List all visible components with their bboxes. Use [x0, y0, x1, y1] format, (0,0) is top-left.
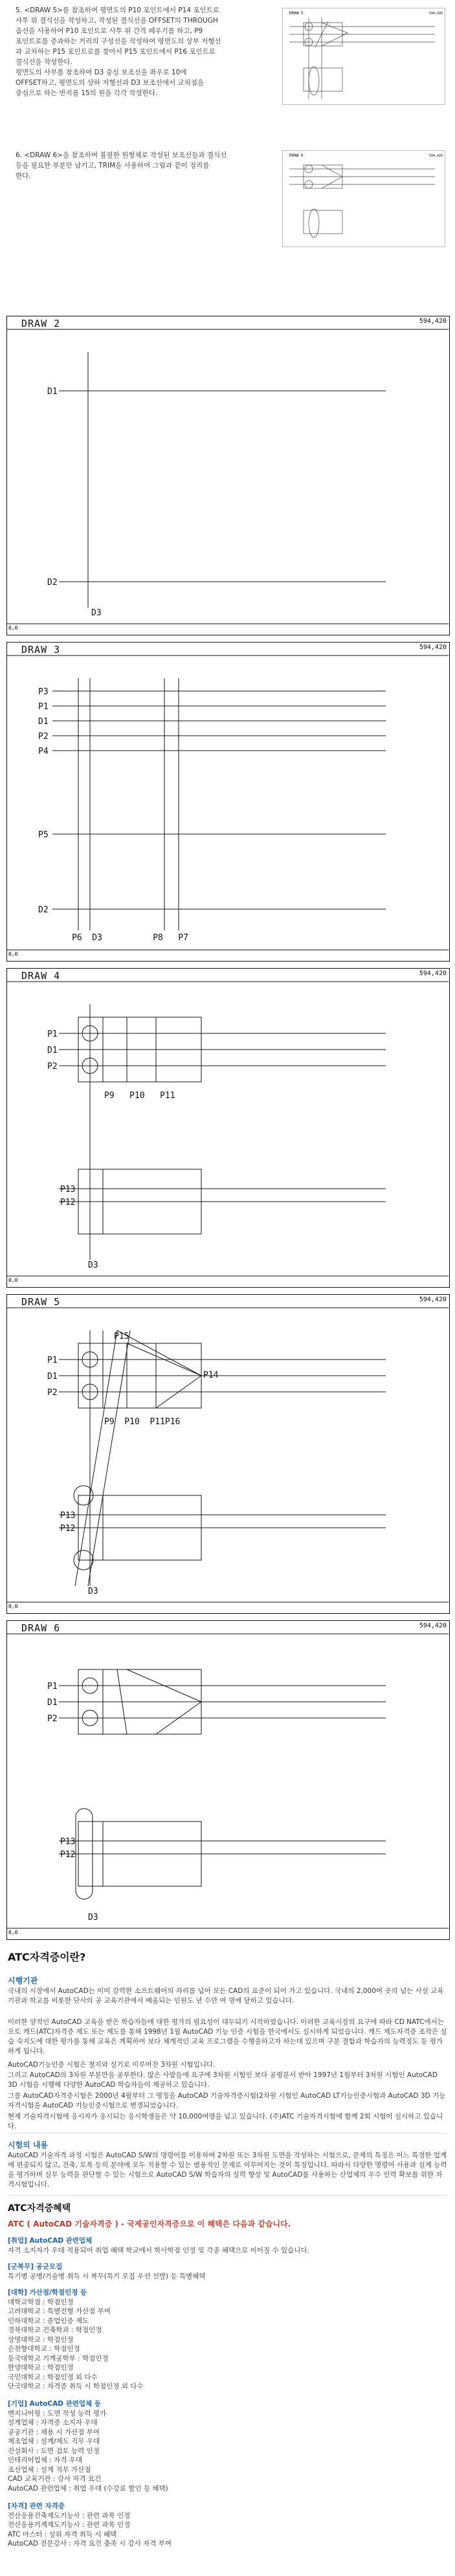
- group-item: AutoCAD 관련업체 : 취업 우대 (수강료 할인 등 혜택): [8, 2484, 168, 2493]
- thumbnail-title: DRAW 6: [289, 153, 304, 158]
- step-6: [16, 150, 274, 181]
- paragraph: 국내의 시장에서 AutoCAD는 이미 강력한 소프트웨어의 자리를 넘어 모든 CAD의 표준이 되어 가고 있습니다. 국내의 2,000여 곳의 넘는 사설 교육기관과 학교를 비롯한 단사의 공 교육기관에서 배움되는 인원도 년 수만 여 명에 달하고 있습니다.: [8, 1987, 444, 2005]
- group-item: 단국대학교 : 자격증 취득 시 학점인정 외 다수: [8, 2383, 144, 2390]
- thumbnail-size: 594,420: [429, 154, 443, 158]
- group-heading: [자격] 관련 자격증: [8, 2502, 65, 2510]
- paragraph: 이러한 양적인 AutoCAD 교육을 받은 학습자들에 대한 평가의 필요성이 대두되기 시작하였습니다. 이러한 교육시장의 요구에 따라 CD NATC에서는 오토 캐드(ATC)자격증 제도 또는 제도를 통해 1998년 1월 AutoCAD 기능 인증 시험을 한국에서도 실시하게 되었습니다. 캐드 제도자격증 조작은 실습 숙지도에 대한 평가를 통해 교육은 계획하여 보다 체계적인 교육 프로그램을 수행을하고자 하는데 있으며 구분 결합과 학습자의 능력정도 등 평가하게 됩니다.: [8, 2018, 447, 2055]
- label-d3: D3: [88, 1260, 98, 1270]
- thumbnail-draw-6: [282, 150, 445, 247]
- panel-size: 594,420: [419, 1622, 447, 1629]
- group-item: 전산응용건축제도기능사 : 관련 과목 인정: [8, 2511, 131, 2520]
- benefit-group-military: [8, 2262, 448, 2281]
- group-item: 자격 소지자가 우대 적용되어 취업 혜택 학교에서 학사학점 인정 및 각종 혜택으로 이어질 수 있습니다.: [8, 2246, 309, 2254]
- draw-5-panel: [6, 1294, 450, 1614]
- origin-label: 0,0: [8, 1277, 18, 1283]
- label-d3: D3: [91, 608, 102, 618]
- group-item: 순천향대학교 : 학점인정: [8, 2345, 80, 2353]
- panel-title: DRAW 5: [21, 1296, 61, 1308]
- group-item: 국민대학교 : 학점인정 외 다수: [8, 2373, 98, 2381]
- step-5-line: 평면도의 사부를 참조하여 D3 중심 보조선을 좌우로 10에: [16, 69, 187, 76]
- benefit-group-certifications: [8, 2502, 448, 2549]
- label-bottom-row: P6 D3 P8 P7: [72, 933, 189, 943]
- paragraph: 그리고 AutoCAD의 3차원 부분만을 공부한다. 많은 사람들에 요구에 3차원 시험인 보다 공평분서 받아 1997년 1월부터 3차원 시험인 AutoCAD 3D 시험을 시행해 다양한 AutoCAD 학습자들이 제공하고 있습니다.: [8, 2071, 438, 2089]
- origin-label: 0,0: [8, 625, 18, 631]
- label-p13: P13: [60, 1185, 76, 1194]
- group-item: 전산응용기계제도기능사 : 관련 과목 인정: [8, 2521, 131, 2529]
- group-item: 건설회사 : 도면 검토 능력 인정: [8, 2447, 100, 2455]
- section-heading-agency: 시행기관: [8, 1976, 38, 1985]
- panel-title: DRAW 6: [21, 1622, 61, 1634]
- draw-5-figure: [7, 1295, 449, 1612]
- benefit-group-companies: [8, 2399, 448, 2493]
- group-heading: [취업] AutoCAD 관련업체: [8, 2237, 93, 2245]
- group-item: 동국대학교 기계공학부 : 학점인정: [8, 2354, 109, 2362]
- section-heading-content: 시험의 내용: [8, 2141, 49, 2150]
- draw-4-panel: [6, 968, 450, 1288]
- step-5-line: 사투 위 결식선을 작성하고, 작성된 결식선을 OFFSET의 THROUGH: [16, 17, 218, 25]
- thumbnail-size: 594,420: [429, 12, 443, 16]
- group-heading: [대학] 가산점/학점인정 등: [8, 2289, 87, 2296]
- panel-size: 594,420: [419, 970, 447, 977]
- label-p1: P1: [47, 1682, 58, 1691]
- label-d2: D2: [38, 905, 49, 915]
- draw-3-figure: [7, 643, 449, 960]
- benefit-group-jobs: [8, 2236, 448, 2255]
- label-p12: P12: [60, 1198, 76, 1207]
- label-p2: P2: [38, 732, 49, 742]
- draw-3-panel: [6, 642, 450, 962]
- divider: [8, 2195, 448, 2196]
- group-item: 인테리어업체 : 자격 우대: [8, 2456, 82, 2464]
- label-p9-p10-p11-p16: P9 P10 P11P16: [104, 1417, 181, 1427]
- thumbnail-title: DRAW 5: [289, 11, 304, 16]
- paragraph: AutoCAD기능인증 시험은 철지와 실기로 이루어진 3차원 시험입니다.: [8, 2061, 216, 2069]
- label-d1: D1: [47, 1046, 58, 1055]
- origin-label: 0,0: [8, 951, 18, 957]
- label-p2: P2: [47, 1714, 58, 1724]
- benefit-group-university: [8, 2288, 448, 2392]
- group-item: ATC 마스터 : 상위 자격 취득 시 혜택: [8, 2530, 117, 2538]
- group-item: 대학교학점 : 학점인정: [8, 2298, 74, 2306]
- step-6-line: 한다.: [16, 172, 31, 180]
- benefits-intro: ATC ( AutoCAD 기술자격증 ) - 국제공인자격증으로 이 혜택은 다음과 같습니다.: [8, 2219, 291, 2229]
- label-p2: P2: [47, 1388, 58, 1398]
- draw-6-figure: [7, 1621, 449, 1938]
- group-item: 조선업체 : 설계 직무 가산점: [8, 2465, 91, 2474]
- group-item: 한양대학교 : 학점인정: [8, 2364, 74, 2372]
- group-item: 공공기관 : 채용 시 가산점 부여: [8, 2428, 100, 2436]
- step-5-line: 과 교차하는 P15 포인트로를 찾아서 P15 포인트에서 P16 포인트로: [16, 48, 216, 56]
- group-item: 설계업체 : 자격증 소지자 우대: [8, 2419, 98, 2427]
- label-d2: D2: [47, 578, 58, 588]
- label-p3: P3: [38, 687, 49, 697]
- group-heading: [군복무] 공군모집: [8, 2263, 63, 2271]
- group-item: CAD 교육기관 : 강사 자격 요건: [8, 2475, 102, 2483]
- draw-6-panel: [6, 1620, 450, 1940]
- paragraph: AutoCAD 기술자격 과정 시험은 AutoCAD S/W의 명령어를 이용하여 2차원 또는 3차원 도면을 작성하는 시험으로, 문제의 특징은 어느 특정한 업계에 편중되지 않고, 건축, 토목 등의 분야에 모두 적용할 수 있는 범용적인 문제로 이루어지는 것이 특징입니다. 따라서 다양한 명령어 사용과 설계 능력을 평가하며 실무 능력을 판단할 수 있는 시험으로 AutoCAD S/W 학습자의 실력 향상 및 AutoCAD를 사용하는 산업체의 우수 인력 확보를 위한 자격시험입니다.: [8, 2152, 447, 2188]
- label-p15: P15: [114, 1332, 129, 1341]
- origin-label: 0,0: [8, 1930, 18, 1935]
- label-p9-p10-p11: P9 P10 P11: [104, 1091, 175, 1101]
- step-5-line: 옵션을 사용하여 P10 포인트로 사투 위 간격 떼우기를 하고, P9: [16, 27, 203, 35]
- step-5-line: 5. <DRAW 5>를 참조하여 평면도의 P10 포인트에서 P14 포인트로: [16, 6, 219, 14]
- draw-2-panel: [6, 316, 450, 635]
- label-d1: D1: [47, 1372, 58, 1382]
- group-item: 상명대학교 : 학점인정: [8, 2335, 74, 2344]
- panel-size: 594,420: [419, 318, 447, 325]
- label-d1: D1: [47, 1698, 58, 1708]
- thumbnail-draw-5: [282, 8, 445, 105]
- label-d3: D3: [88, 1913, 98, 1922]
- group-item: AutoCAD 전문강사 : 자격 요건 충족 시 강사 자격 부여: [8, 2540, 172, 2548]
- label-p1: P1: [38, 702, 49, 712]
- label-d1: D1: [47, 387, 58, 397]
- article-title: ATC자격증이란?: [8, 1951, 86, 1963]
- step-6-line: 6. <DRAW 6>을 참조하여 불필한 원형체로 작성된 보조선들과 결식선: [16, 151, 227, 159]
- origin-label: 0,0: [8, 1603, 18, 1609]
- panel-title: DRAW 2: [21, 318, 61, 329]
- label-p12: P12: [60, 1524, 76, 1534]
- group-item: 경북대학교 건축학과 : 학점인정: [8, 2326, 102, 2334]
- label-p5: P5: [38, 830, 49, 840]
- panel-title: DRAW 3: [21, 644, 61, 655]
- paragraph: 현재 기술자격시험에 응시자가 응시되는 응시학생들은 약 10,000여명을 넘고 있습니다. (주)ATC 기술자격시험에 함께 2회 시험이 실시하고 있습니다.: [8, 2113, 443, 2130]
- label-p2: P2: [47, 1062, 58, 1072]
- label-p12: P12: [60, 1850, 76, 1860]
- group-item: 특기병 공병/기술병 취득 시 복무(특기 모집 우선 선발) 등 특별혜택: [8, 2272, 206, 2280]
- step-5-line: OFFSET하고, 평면도의 상하 저형선과 D3 보조선에서 교차점을: [16, 79, 205, 87]
- label-p1: P1: [47, 1029, 58, 1039]
- label-p13: P13: [60, 1511, 76, 1521]
- thumbnail-draw-5-figure: [283, 8, 445, 104]
- label-d1: D1: [38, 717, 49, 727]
- step-6-line: 등을 필요한 부분만 남기고, TRIM을 사용하여 그림과 같이 정리를: [16, 162, 210, 170]
- label-p14: P14: [203, 1371, 219, 1380]
- label-p13: P13: [60, 1837, 76, 1847]
- panel-size: 594,420: [419, 644, 447, 651]
- label-p4: P4: [38, 747, 49, 756]
- step-5-line: 포인트로를 증과하는 거리의 구성선을 작성하여 평면도의 상부 저형선: [16, 38, 221, 45]
- group-item: 인하대학교 : 졸업인증 제도: [8, 2317, 89, 2325]
- benefits-title: ATC자격증혜택: [8, 2203, 71, 2214]
- step-5-line: 결식선을 작성한다.: [16, 58, 72, 66]
- label-d3: D3: [88, 1587, 98, 1596]
- panel-size: 594,420: [419, 1296, 447, 1303]
- group-item: 제조업체 : 설계/제도 직무 우대: [8, 2438, 100, 2445]
- group-item: 고려대학교 : 특별전형 가산점 부여: [8, 2307, 111, 2315]
- draw-2-figure: [7, 316, 449, 633]
- label-p1: P1: [47, 1356, 58, 1365]
- group-heading: [기업] AutoCAD 관련업체 등: [8, 2400, 101, 2408]
- draw-4-figure: [7, 969, 449, 1286]
- step-5: [16, 5, 274, 98]
- panel-title: DRAW 4: [21, 970, 61, 982]
- step-5-line: 중심으로 하는 반지름 15의 원을 각각 작성한다.: [16, 89, 158, 97]
- paragraph: 그를 AutoCAD자격증시험은 2000년 4월부터 그 명칭을 AutoCAD 기술자격증시험(2차원 시험인 AutoCAD LT기능인증시험과 AutoCAD 3D 기능자격시험을 AutoCAD 기능인증시험으로 변경되었습니다.: [8, 2092, 446, 2109]
- group-item: 엔지니어링 : 도면 작성 능력 평가: [8, 2409, 107, 2417]
- thumbnail-draw-6-figure: [283, 151, 445, 247]
